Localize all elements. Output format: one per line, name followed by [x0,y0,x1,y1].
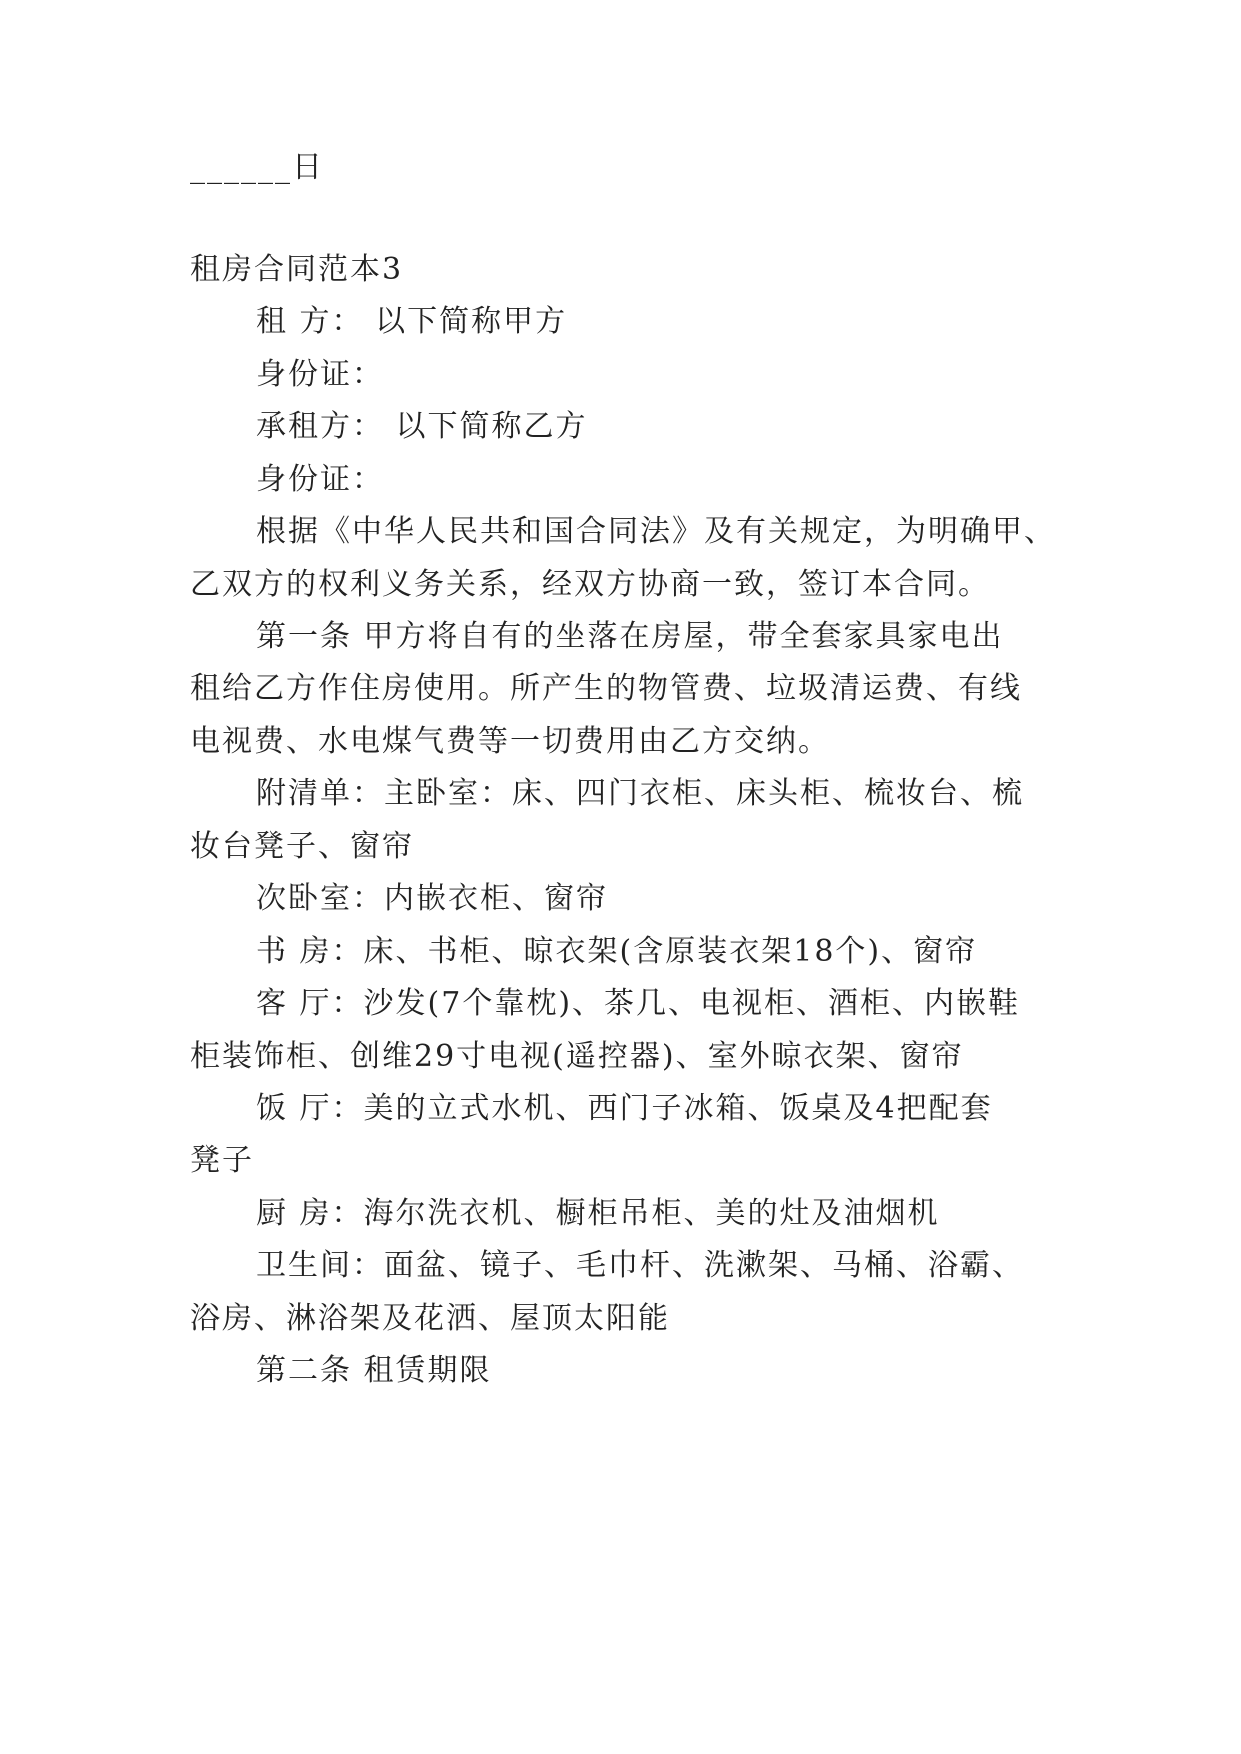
lessor-id-line: 身份证： [256,357,384,392]
inventory-living-line-1: 客 厅：沙发(7个靠枕)、茶几、电视柜、酒柜、内嵌鞋 [256,986,1021,1021]
article-1-line-1: 第一条 甲方将自有的坐落在房屋，带全套家具家电出 [256,619,1004,654]
contract-heading: 租房合同范本3 [190,252,404,287]
article-1-line-3: 电视费、水电煤气费等一切费用由乙方交纳。 [190,724,830,759]
inventory-bathroom-line-1: 卫生间：面盆、镜子、毛巾杆、洗漱架、马桶、浴霸、 [256,1248,1024,1283]
inventory-dining-line-2: 凳子 [190,1143,254,1178]
preamble-line-1: 根据《中华人民共和国合同法》及有关规定，为明确甲、 [256,514,1056,549]
lessee-line: 承租方： 以下简称乙方 [256,409,588,444]
inventory-living-line-2: 柜装饰柜、创维29寸电视(遥控器)、室外晾衣架、窗帘 [190,1039,964,1074]
lessee-id-line: 身份证： [256,462,384,497]
article-2-heading: 第二条 租赁期限 [256,1353,492,1388]
date-tail: ______日 [190,150,324,185]
inventory-master-line-1: 附清单：主卧室：床、四门衣柜、床头柜、梳妆台、梳 [256,776,1024,811]
inventory-kitchen: 厨 房：海尔洗衣机、橱柜吊柜、美的灶及油烟机 [256,1196,940,1231]
lessor-line: 租 方： 以下简称甲方 [256,304,568,339]
inventory-study: 书 房：床、书柜、晾衣架(含原装衣架18个)、窗帘 [256,934,978,969]
inventory-dining-line-1: 饭 厅：美的立式水机、西门子冰箱、饭桌及4把配套 [256,1091,993,1126]
inventory-second-bedroom: 次卧室：内嵌衣柜、窗帘 [256,881,608,916]
article-1-line-2: 租给乙方作住房使用。所产生的物管费、垃圾清运费、有线 [190,671,1022,706]
preamble-line-2: 乙双方的权利义务关系，经双方协商一致，签订本合同。 [190,567,990,602]
inventory-master-line-2: 妆台凳子、窗帘 [190,829,414,864]
inventory-bathroom-line-2: 浴房、淋浴架及花洒、屋顶太阳能 [190,1301,670,1336]
